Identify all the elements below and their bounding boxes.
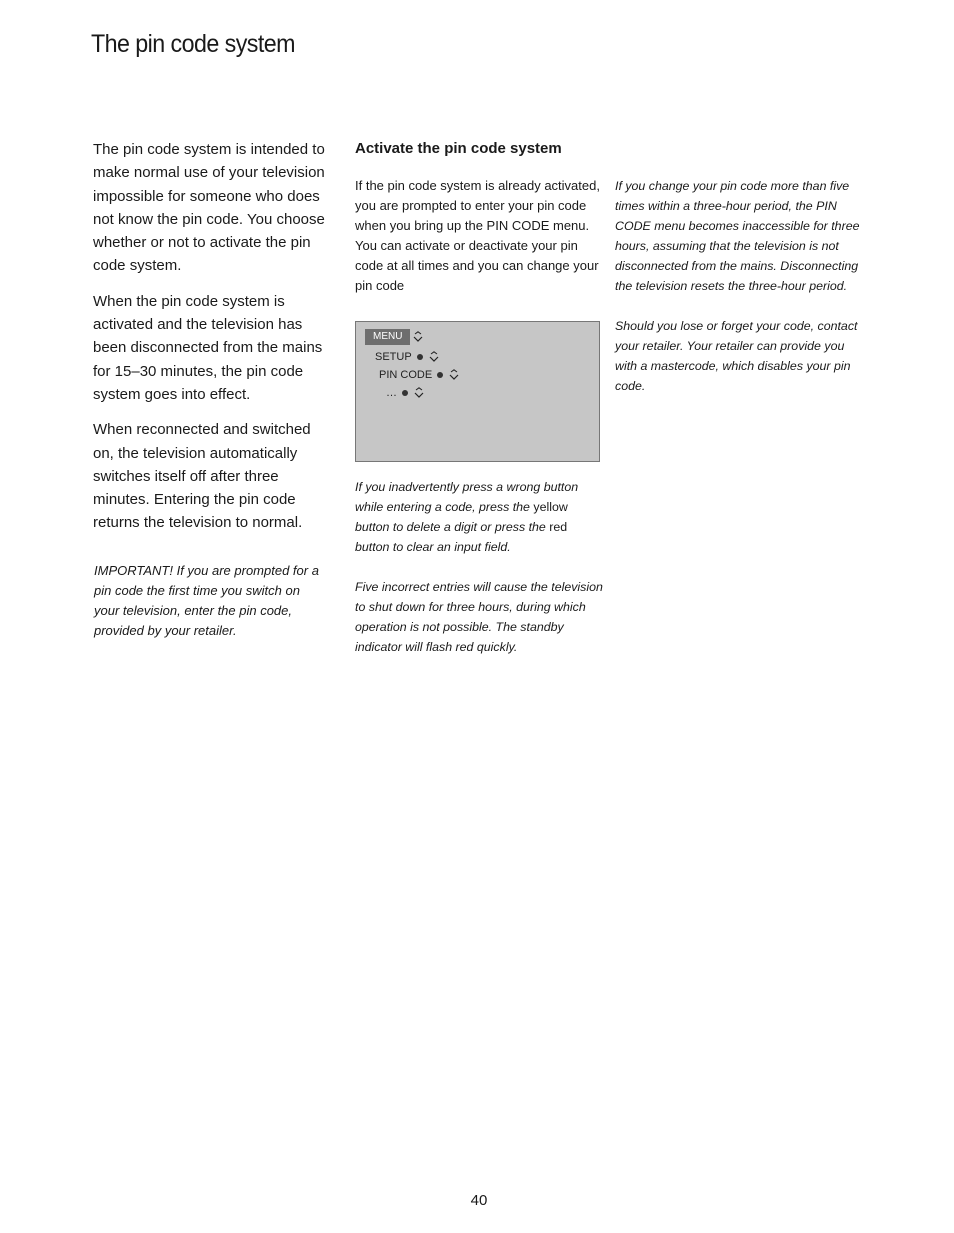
page-title: The pin code system — [91, 30, 295, 58]
page-number: 40 — [470, 1192, 488, 1209]
change-limit-note: If you change your pin code more than five times within a three-hour period, the PIN CODE menu becomes inaccessible for three hours, assuming that the television is not disconnected from the mains. Disconnecting the television resets the three-hour period. — [615, 179, 860, 293]
lost-code-note: Should you lose or forget your code, contact your retailer. Your retailer can provide you with a mastercode, which disables your pin code. — [615, 319, 858, 393]
center-button-icon — [437, 372, 443, 378]
navigate-down-icon — [412, 331, 424, 343]
center-button-icon — [417, 354, 423, 360]
wrong-button-text-1: If you inadvertently press a wrong button while entering a code, press the — [355, 480, 579, 514]
intro-column — [93, 138, 325, 641]
red-word: red — [549, 520, 568, 534]
menu-diagram — [355, 321, 600, 462]
setup-label: SETUP — [375, 351, 412, 363]
center-button-icon — [402, 390, 408, 396]
navigate-down-icon — [448, 369, 460, 381]
important-note: IMPORTANT! If you are prompted for a pin code the first time you switch on your television, enter the pin code, provided by your retailer. — [94, 562, 319, 638]
menu-label: MENU — [365, 329, 410, 345]
setup-row — [375, 351, 440, 363]
wrong-button-note — [355, 477, 605, 557]
ellipsis-row — [386, 387, 425, 399]
intro-paragraph-1: The pin code system is intended to make normal use of your television impossible for someone who does not know the pin code. You choose whether or not to activate the pin code system. — [93, 141, 325, 275]
navigate-down-icon — [428, 351, 440, 363]
activate-section — [355, 138, 601, 296]
wrong-button-text-3: button to clear an input field. — [355, 540, 511, 554]
right-notes — [615, 176, 865, 416]
middle-notes — [355, 477, 605, 677]
intro-paragraph-2: When the pin code system is activated and the television has been disconnected from the mains for 15–30 minutes, the pin code system goes into effect. — [93, 292, 323, 403]
pin-code-label: PIN CODE — [379, 369, 433, 381]
wrong-button-text-2: button to delete a digit or press the — [355, 520, 546, 534]
menu-row — [365, 329, 424, 345]
yellow-word: yellow — [533, 500, 568, 514]
section-heading: Activate the pin code system — [355, 140, 562, 157]
ellipsis-label: … — [386, 387, 397, 399]
navigate-down-icon — [413, 387, 425, 399]
intro-paragraph-3: When reconnected and switched on, the television automatically switches itself off after three minutes. Entering the pin code returns the television to normal. — [93, 421, 311, 532]
incorrect-entries-note: Five incorrect entries will cause the television to shut down for three hours, during which operation is not possible. The standby indicator will flash red quickly. — [355, 580, 603, 654]
section-body: If the pin code system is already activated, you are prompted to enter your pin code when you bring up the PIN CODE menu. You can activate or deactivate your pin code at all times and you can change your pin code — [355, 178, 600, 293]
pin-code-row — [379, 369, 460, 381]
